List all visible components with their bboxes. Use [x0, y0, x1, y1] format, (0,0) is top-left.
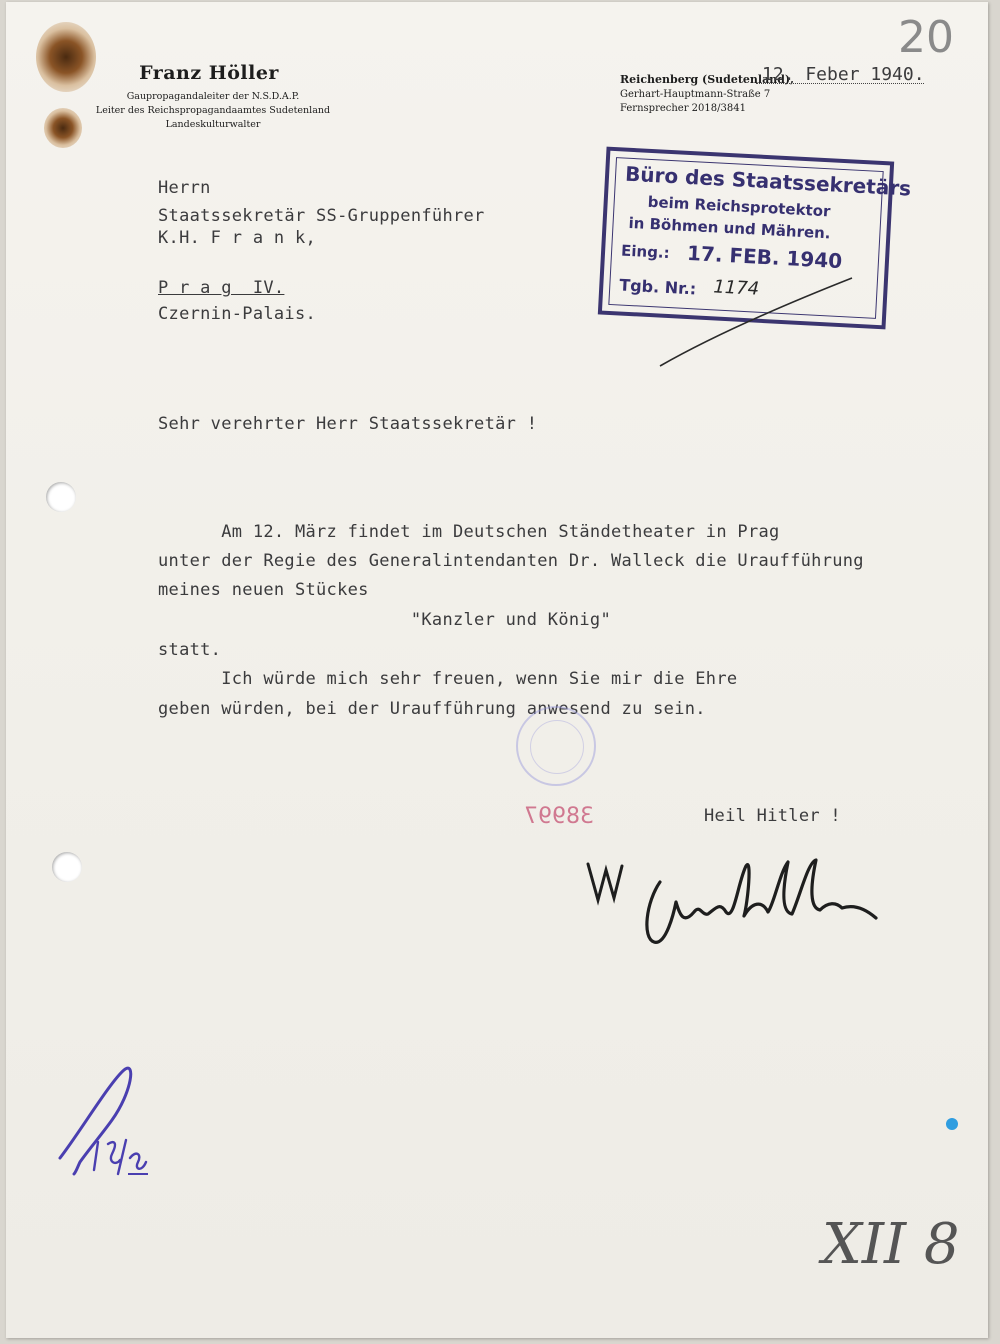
recipient-line-2: Staatssekretär SS-Gruppenführer	[158, 206, 485, 226]
recipient-city: P r a g IV.	[158, 278, 285, 298]
body-line: statt.	[158, 640, 222, 660]
faded-seal	[516, 706, 596, 786]
stamp-received-date: 17. FEB. 1940	[686, 240, 843, 274]
burn-mark	[36, 22, 96, 92]
stamp-office-line-2: beim Reichsprotektor	[647, 192, 831, 221]
stamp-journal-label: Tgb. Nr.:	[618, 275, 697, 299]
letter-page	[6, 2, 988, 1338]
letterhead-phone: Fernsprecher 2018/3841	[620, 103, 746, 114]
letterhead-title-2: Leiter des Reichspropagandaamtes Sudetenland	[95, 105, 331, 116]
pencil-note: XII 8	[822, 1212, 960, 1277]
body-line: unter der Regie des Generalintendanten Dr. Walleck die Uraufführung	[158, 551, 864, 571]
burn-mark	[44, 108, 82, 148]
letter-date: 12. Feber 1940.	[762, 64, 925, 85]
closing: Heil Hitler !	[704, 806, 841, 826]
salutation: Sehr verehrter Herr Staatssekretär !	[158, 414, 538, 434]
letterhead-street: Gerhart-Hauptmann-Straße 7	[620, 89, 771, 100]
stamp-office: Büro des Staatssekretärs	[624, 161, 912, 201]
archive-number: 38997	[524, 804, 594, 829]
blue-pencil-initials	[50, 1062, 160, 1182]
stamp-journal-number: 1174	[712, 276, 760, 300]
letterhead-title-3: Landeskulturwalter	[165, 119, 261, 130]
letterhead-title-1: Gaupropagandaleiter der N.S.D.A.P.	[126, 91, 300, 102]
letterhead-city: Reichenberg (Sudetenland),	[620, 73, 794, 86]
blue-ink-dot	[946, 1118, 958, 1130]
stamp-office-line-3: in Böhmen und Mähren.	[628, 213, 831, 243]
page-number: 20	[898, 12, 954, 63]
recipient-line-1: Herrn	[158, 178, 211, 198]
punch-hole-top	[46, 482, 76, 512]
body-line: geben würden, bei der Uraufführung anwesend zu sein.	[158, 699, 706, 719]
recipient-place: Czernin-Palais.	[158, 304, 317, 324]
stamp-pencil-stroke	[656, 274, 856, 374]
date-dotted-line	[756, 83, 924, 84]
stamp-received-label: Eing.:	[620, 241, 671, 263]
body-line: Ich würde mich sehr freuen, wenn Sie mir die Ehre	[158, 669, 738, 689]
handwritten-signature	[576, 842, 896, 952]
body-line: "Kanzler und König"	[158, 610, 611, 630]
letterhead-name: Franz Höller	[139, 62, 279, 84]
recipient-line-3: K.H. F r a n k,	[158, 228, 317, 248]
body-line: meines neuen Stückes	[158, 580, 369, 600]
punch-hole-bottom	[52, 852, 82, 882]
body-line: Am 12. März findet im Deutschen Ständetheater in Prag	[158, 522, 780, 542]
